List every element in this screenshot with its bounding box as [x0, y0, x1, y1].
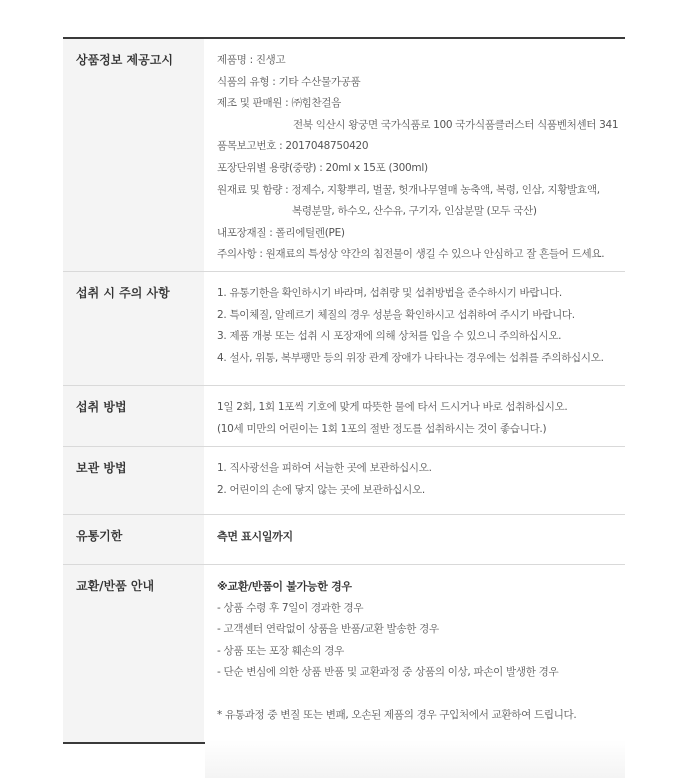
- exchange-note: * 유통과정 중 변질 또는 변패, 오손된 제품의 경우 구입처에서 교환하여 드립니다.: [217, 708, 577, 721]
- precautions-label: 섭취 시 주의 사항: [63, 272, 204, 385]
- intake-line: (10세 미만의 어린이는 1회 1포의 절반 정도를 섭취하시는 것이 좋습니다.): [217, 422, 547, 435]
- exchange-content: [204, 565, 625, 742]
- exchange-heading: ※교환/반품이 불가능한 경우: [217, 580, 352, 593]
- intake-label: 섭취 방법: [63, 386, 204, 446]
- report-number: 품목보고번호 : 2017048750420: [217, 140, 369, 153]
- precautions-content: [204, 272, 625, 385]
- product-name: 제품명 : 진생고: [217, 54, 286, 66]
- product-info-table: [63, 37, 625, 744]
- intake-row: [63, 386, 625, 447]
- caution: 주의사항 : 원재료의 특성상 약간의 침전물이 생길 수 있으나 안심하고 잘 흔들어 드세요.: [217, 248, 605, 261]
- maker-address: 전북 익산시 왕궁면 국가식품로 100 국가식품클러스터 식품벤처센터 341: [293, 118, 619, 131]
- exchange-row: [63, 565, 625, 742]
- list-item: 4. 설사, 위통, 복부팽만 등의 위장 관계 장애가 나타나는 경우에는 섭취를 주의하십시오.: [217, 351, 604, 364]
- intake-line: 1일 2회, 1회 1포씩 기호에 맞게 따뜻한 물에 타서 드시거나 바로 섭취하십시오.: [217, 401, 568, 413]
- ingredients-line-2: 복령분말, 하수오, 산수유, 구기자, 인삼분말 (모두 국산): [292, 205, 537, 218]
- list-item: - 상품 수령 후 7일이 경과한 경우: [217, 601, 364, 614]
- list-item: 3. 제품 개봉 또는 섭취 시 포장재에 의해 상처를 입을 수 있으니 주의하십시오.: [217, 330, 562, 343]
- precautions-row: [63, 272, 625, 386]
- storage-row: [63, 447, 625, 515]
- list-item: - 상품 또는 포장 훼손의 경우: [217, 644, 344, 657]
- notice-content: [204, 39, 625, 271]
- notice-row: [63, 39, 625, 272]
- expiry-content: [204, 515, 625, 564]
- notice-label: 상품정보 제공고시: [63, 39, 204, 271]
- bottom-shadow: [205, 740, 625, 778]
- package-capacity: 포장단위별 용량(중량) : 20ml x 15포 (300ml): [217, 161, 428, 174]
- intake-content: [204, 386, 625, 446]
- exchange-label: 교환/반품 안내: [63, 565, 204, 742]
- expiry-value: 측면 표시일까지: [217, 530, 293, 543]
- list-item: 2. 특이체질, 알레르기 체질의 경우 성분을 확인하시고 섭취하여 주시기 바랍니다.: [217, 308, 575, 321]
- ingredients-line-1: 원재료 및 함량 : 정제수, 지황뿌리, 벌꿀, 헛개나무열매 농축액, 복령, 인삼, 지황발효액,: [217, 183, 600, 196]
- packaging-material: 내포장재질 : 폴리에틸렌(PE): [217, 226, 345, 239]
- list-item: - 단순 변심에 의한 상품 반품 및 교환과정 중 상품의 이상, 파손이 발생한 경우: [217, 666, 559, 679]
- expiry-label: 유통기한: [63, 515, 204, 564]
- storage-line: 1. 직사광선을 피하여 서늘한 곳에 보관하십시오.: [217, 462, 432, 474]
- storage-line: 2. 어린이의 손에 닿지 않는 곳에 보관하십시오.: [217, 483, 425, 496]
- maker: 제조 및 판매원 : ㈜힘찬걸음: [217, 97, 342, 110]
- spacer: [217, 684, 625, 705]
- food-type: 식품의 유형 : 기타 수산물가공품: [217, 75, 361, 88]
- list-item: 1. 유통기한을 확인하시기 바라며, 섭취량 및 섭취방법을 준수하시기 바랍니다.: [217, 287, 562, 299]
- storage-label: 보관 방법: [63, 447, 204, 514]
- storage-content: [204, 447, 625, 514]
- list-item: - 고객센터 연락없이 상품을 반품/교환 발송한 경우: [217, 623, 439, 636]
- expiry-row: [63, 515, 625, 565]
